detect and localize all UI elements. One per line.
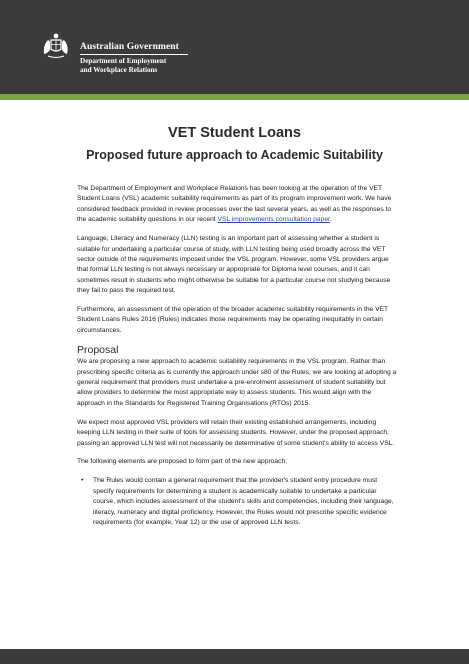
coat-of-arms-icon: [40, 32, 72, 60]
document-subtitle: Proposed future approach to Academic Suitability: [86, 148, 383, 162]
header-band: [0, 0, 469, 94]
document-body: [77, 184, 397, 528]
header-divider: [80, 54, 188, 55]
proposal-heading: Proposal: [77, 343, 119, 356]
proposal-paragraph-2: We expect most approved VSL providers will retain their existing established arrangements, including keeping LLN testing in their suite of tools for assessing students. However, under the proposed approach, passing an approved LLN test will not necessarily be determinative of some student's ability to access VSL.: [77, 418, 395, 447]
department-name-line-1: Department of Employment: [80, 57, 167, 65]
document-title: VET Student Loans: [168, 125, 301, 141]
bullet-icon: •: [81, 477, 84, 485]
intro-paragraph-2: Language, Literacy and Numeracy (LLN) testing is an important part of assessing whether a student is suitable for undertaking a particular course of study, with LLN testing being used broadly across the VET sector outside of the requirements imposed under the VSL program. However, some VSL providers argue that formal LLN testing is not always necessary or appropriate for Diploma level courses, and it can sometimes result in students who might otherwise be suitable for a particular course not studying because they fail to pass the required test.: [77, 235, 391, 295]
header-accent-stripe: [0, 94, 469, 100]
government-name: Australian Government: [80, 42, 179, 52]
department-name-line-2: and Workplace Relations: [80, 66, 158, 74]
proposal-paragraph-3: The following elements are proposed to form part of the new approach:: [77, 458, 288, 466]
footer-band: [0, 649, 469, 664]
proposal-paragraph-1: We are proposing a new approach to academic suitability requirements in the VSL program. Rather than prescribing specific criteria as is currently the approach under s80 of the Rules, we are looking at adopting a general requirement that providers must undertake a pre-enrolment assessment of student suitability but allow providers to determine the most appropriate way to assess students. This would align with the approach in the Standards for Registered Training Organisations (RTOs) 2015.: [77, 358, 397, 407]
proposal-elements-list: [77, 476, 397, 528]
intro-paragraph-3: Furthermore, an assessment of the operation of the broader academic suitability requirements in the VET Student Loans Rules 2016 (Rules) indicates those requirements may be operating inequitably in certain circumstances.: [77, 306, 389, 334]
intro-paragraph-1: The Department of Employment and Workplace Relations has been looking at the operation of the VET Student Loans (VSL) academic suitability requirements as part of its program improvement work. We have considered feedback provided in review processes over the last several years, as well as the responses to the academic suitability questions in our recent VSL improvements consultation paper.: [77, 185, 392, 224]
list-item: • The Rules would contain a general requirement that the provider's student entry procedure must specify requirements for determining a student is academically suitable to undertake a particular course, which includes assessment of the student's skills and competencies, including their language, literacy, numeracy and digital proficiency. However, the Rules would not prescribe specific evidence requirements (for example, Year 12) or the use of approved LLN tests.: [81, 477, 394, 526]
consultation-paper-link[interactable]: VSL improvements consultation paper: [217, 216, 330, 224]
